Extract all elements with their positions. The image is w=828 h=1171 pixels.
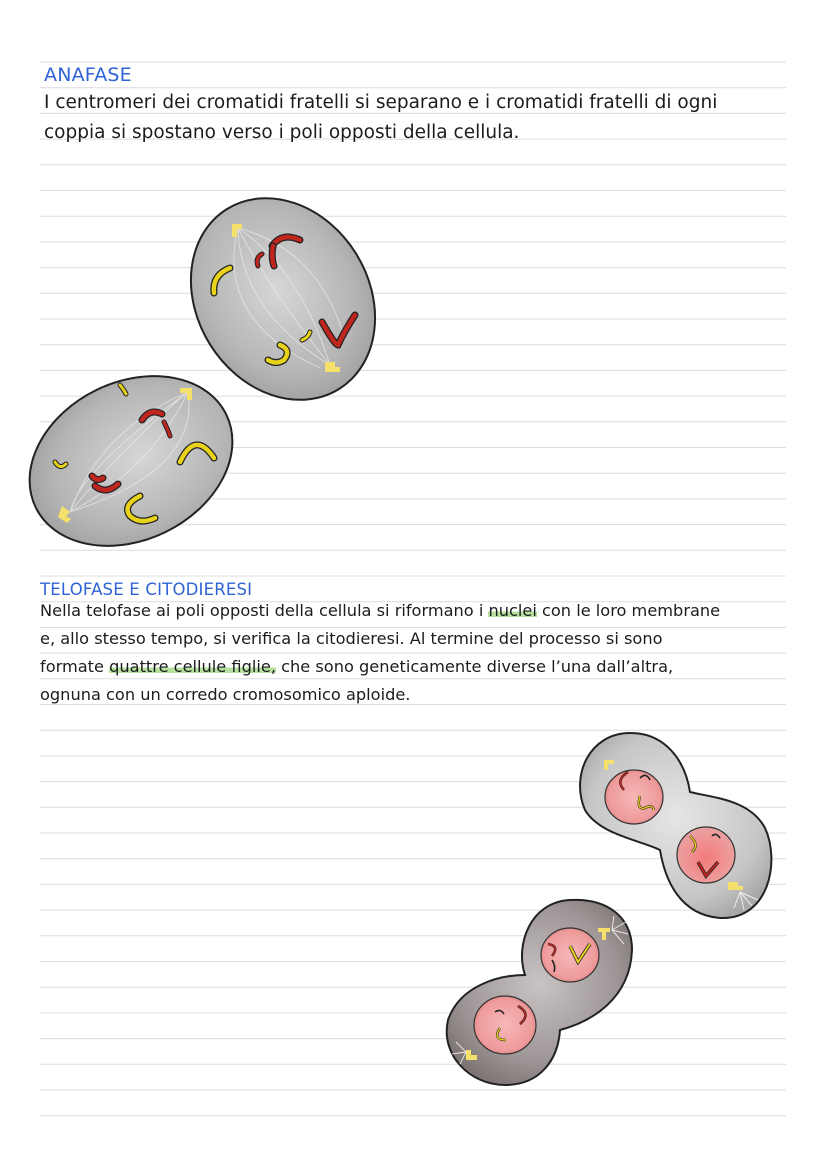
text-run: che sono geneticamente diverse l’una dall’altra,	[275, 657, 674, 676]
telophase-cell-pair-lower	[447, 900, 632, 1085]
telofase-line-4: ognuna con un corredo cromosomico aploide.	[40, 685, 411, 704]
anafase-heading: ANAFASE	[44, 64, 132, 86]
text-run: con le loro membrane	[536, 601, 721, 620]
nucleus	[605, 770, 663, 824]
telofase-heading: TELOFASE E CITODIERESI	[40, 580, 253, 599]
nucleus	[541, 928, 599, 982]
telofase-line-2: e, allo stesso tempo, si verifica la citodieresi. Al termine del processo si sono	[40, 629, 663, 648]
telophase-cell-pair-upper	[580, 733, 771, 918]
highlighted-term: quattre cellule figlie,	[109, 657, 276, 676]
text-run: Nella telofase ai poli opposti della cellula si riformano i	[40, 601, 489, 620]
anafase-line-2: coppia si spostano verso i poli opposti della cellula.	[44, 122, 520, 143]
highlighted-term: nuclei	[488, 601, 537, 620]
nucleus	[474, 996, 536, 1054]
anafase-line-1: I centromeri dei cromatidi fratelli si separano e i cromatidi fratelli di ogni	[44, 92, 718, 113]
text-run: formate	[40, 657, 110, 676]
